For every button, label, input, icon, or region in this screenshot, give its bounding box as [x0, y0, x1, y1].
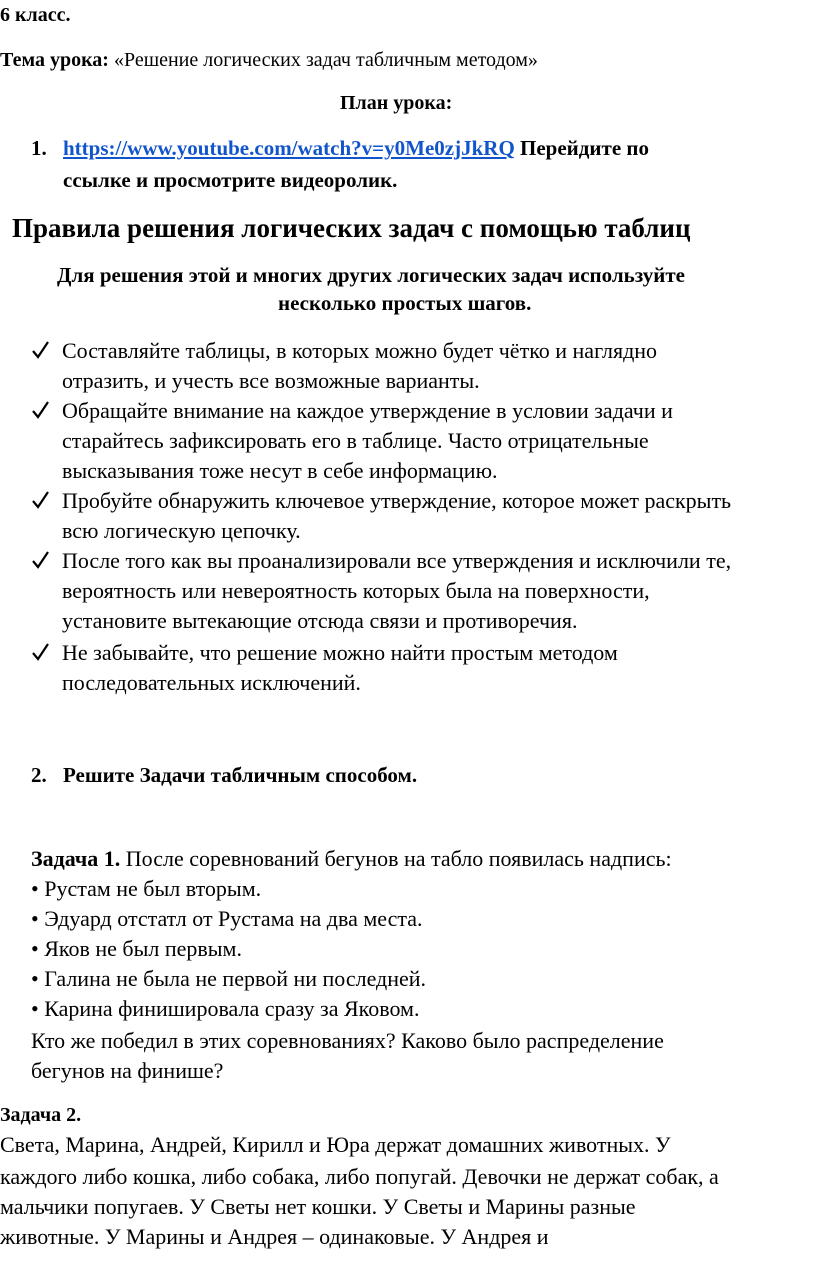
- task-2-line: мальчики попугаев. У Светы нет кошки. У Светы и Марины разные: [0, 1194, 636, 1219]
- rule-item-line: Составляйте таблицы, в которых можно будет чётко и наглядно: [62, 338, 658, 363]
- task-1-intro: [31, 844, 672, 874]
- step-1-line-1: [63, 133, 649, 163]
- video-link[interactable]: https://www.youtube.com/watch?v=y0Me0zjJkRQ: [63, 136, 515, 160]
- task-2-line: Света, Марина, Андрей, Кирилл и Юра держат домашних животных. У: [0, 1132, 671, 1157]
- step-2-text: Решите Задачи табличным способом.: [63, 763, 418, 787]
- lesson-topic: [0, 45, 538, 75]
- task-2-label: Задача 2.: [0, 1104, 82, 1126]
- checkmark-icon: [30, 546, 52, 576]
- task-2-line: животные. У Марины и Андрея – одинаковые. У Андрея и: [0, 1224, 549, 1249]
- checkmark-icon: [30, 396, 52, 426]
- rule-item-line: Пробуйте обнаружить ключевое утверждение, которое может раскрыть: [62, 488, 732, 513]
- step-1-number: 1.: [31, 136, 47, 160]
- task-1-bullet: • Эдуард отстатл от Рустама на два места.: [31, 906, 423, 931]
- rules-intro-line-1: Для решения этой и многих других логических задач используйте: [57, 263, 686, 287]
- step-2-number: 2.: [31, 763, 47, 787]
- plan-title: План урока:: [340, 92, 453, 114]
- rule-item-line: установите вытекающие отсюда связи и противоречия.: [62, 608, 578, 633]
- rule-item-line: Не забывайте, что решение можно найти простым методом: [62, 640, 618, 665]
- task-1-question: Кто же победил в этих соревнованиях? Каково было распределение: [31, 1028, 664, 1053]
- rules-intro-line-2: несколько простых шагов.: [278, 291, 532, 315]
- rule-item-line: всю логическую цепочку.: [62, 518, 301, 543]
- task-1-question: бегунов на финише?: [31, 1058, 224, 1083]
- task-1-bullet: • Рустам не был вторым.: [31, 876, 262, 901]
- checkmark-icon: [30, 486, 52, 516]
- task-2-line: каждого либо кошка, либо собака, либо попугай. Девочки не держат собак, а: [0, 1164, 719, 1189]
- rule-item-line: После того как вы проанализировали все утверждения и исключили те,: [62, 548, 732, 573]
- task-1-bullet: • Карина финишировала сразу за Яковом.: [31, 996, 420, 1021]
- task-1-bullet: • Галина не была не первой ни последней.: [31, 966, 427, 991]
- step-1-line-2: ссылке и просмотрите видеоролик.: [63, 168, 398, 192]
- rule-item-line: старайтесь зафиксировать его в таблице. Часто отрицательные: [62, 428, 649, 453]
- rules-title: Правила решения логических задач с помощью таблиц: [12, 213, 691, 243]
- checkmark-icon: [30, 336, 52, 366]
- topic-label: Тема урока:: [0, 49, 109, 71]
- rule-item-line: высказывания тоже несут в себе информацию.: [62, 458, 498, 483]
- rule-item-line: последовательных исключений.: [62, 670, 361, 695]
- rule-item-line: отразить, и учесть все возможные варианты.: [62, 368, 480, 393]
- task-1-label: Задача 1.: [31, 846, 121, 871]
- rule-item-line: вероятность или невероятность которых была на поверхности,: [62, 578, 650, 603]
- task-1-intro-text: После соревнований бегунов на табло появилась надпись:: [120, 846, 672, 871]
- step-1-text: Перейдите по: [514, 136, 649, 160]
- topic-value: «Решение логических задач табличным методом»: [108, 49, 538, 71]
- task-1-bullet: • Яков не был первым.: [31, 936, 242, 961]
- grade-label: 6 класс.: [0, 4, 71, 26]
- checkmark-icon: [30, 638, 52, 668]
- rule-item-line: Обращайте внимание на каждое утверждение в условии задачи и: [62, 398, 673, 423]
